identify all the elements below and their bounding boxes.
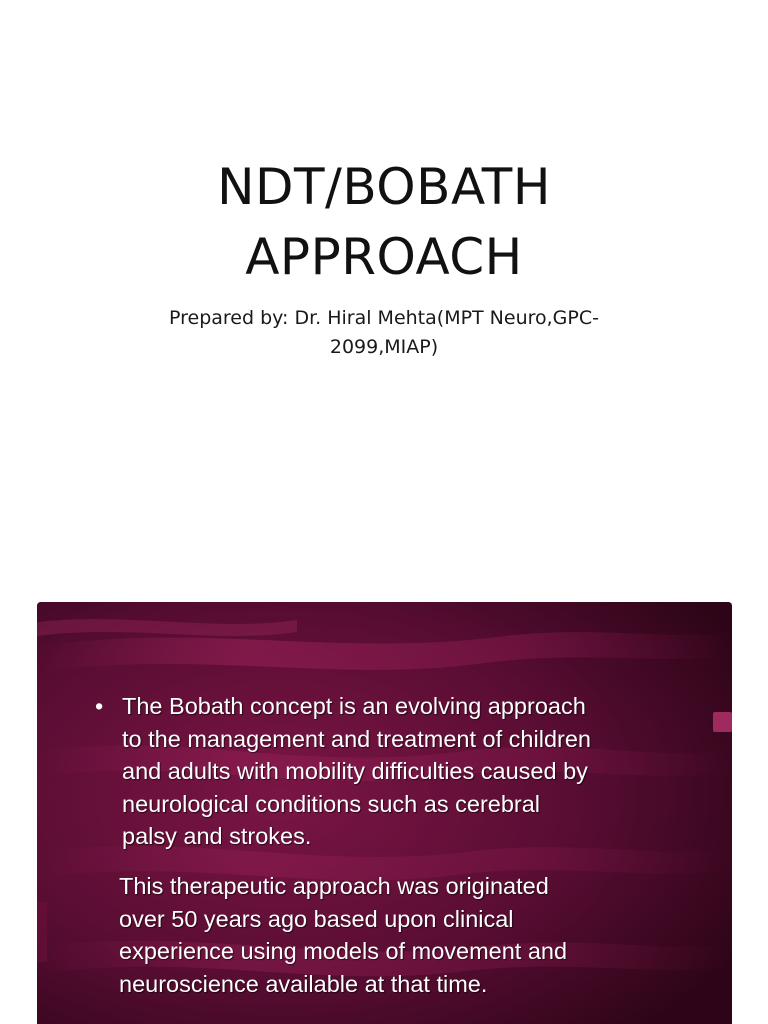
slide-subtitle-line-1: Prepared by: Dr. Hiral Mehta(MPT Neuro,GPC- — [168, 307, 599, 329]
slide-subtitle-line-2: 2099,MIAP) — [329, 336, 439, 358]
bullet-line-4: neurological conditions such as cerebral — [122, 790, 541, 817]
bullet-line-1: The Bobath concept is an evolving approach — [122, 693, 586, 719]
bullet-line-2: to the management and treatment of children — [122, 725, 591, 752]
bullet-paragraph — [122, 690, 722, 853]
paragraph-line-3: experience using models of movement and — [119, 938, 568, 964]
slide-title-line-2: APPROACH — [245, 228, 523, 286]
slide-title-line-1: NDT/BOBATH — [217, 158, 551, 216]
paragraph-line-4: neuroscience available at that time. — [119, 970, 488, 997]
paragraph-line-1: This therapeutic approach was originated — [119, 873, 549, 899]
bullet-line-3: and adults with mobility difficulties caused by — [122, 758, 588, 784]
body-paragraph — [119, 870, 719, 1000]
paragraph-line-2: over 50 years ago based upon clinical — [119, 905, 514, 932]
bullet-point-marker: • — [95, 693, 104, 719]
content-slide — [37, 602, 732, 1024]
bullet-line-5: palsy and strokes. — [122, 823, 312, 849]
